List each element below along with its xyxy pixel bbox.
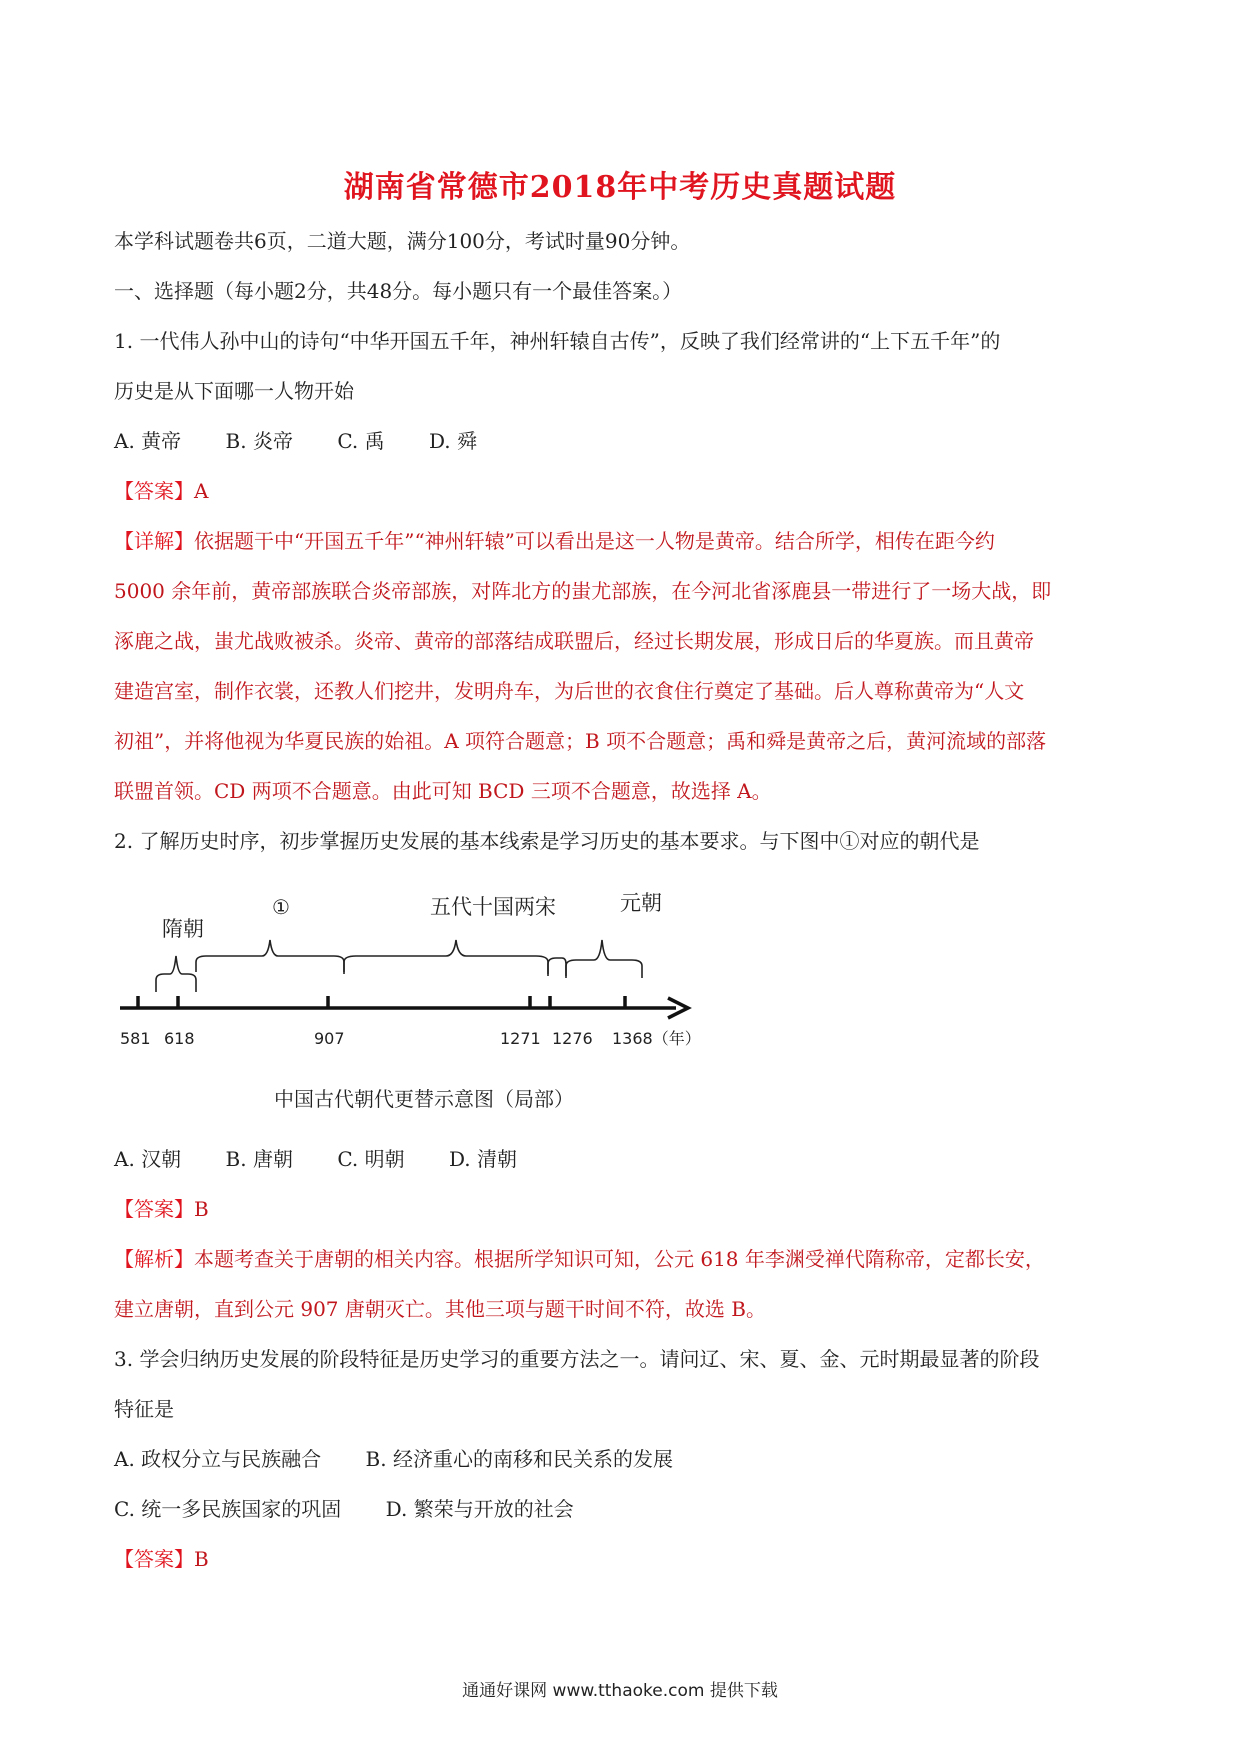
q3-option-b: B. 经济重心的南移和民关系的发展 bbox=[365, 1447, 673, 1471]
diagram-caption: 中国古代朝代更替示意图（局部） bbox=[274, 1087, 574, 1111]
year-1271: 1271 bbox=[500, 1029, 541, 1048]
brace-1 bbox=[196, 940, 344, 972]
q1-option-b: B. 炎帝 bbox=[225, 429, 293, 453]
year-581: 581 bbox=[120, 1029, 151, 1048]
q2-option-d: D. 清朝 bbox=[448, 1147, 518, 1171]
q2-stem: 2. 了解历史时序，初步掌握历史发展的基本线索是学习历史的基本要求。与下图中①对应的朝代是 bbox=[114, 829, 980, 853]
q1-options bbox=[114, 428, 515, 454]
q1-explain-line3: 涿鹿之战，蚩尤战败被杀。炎帝、黄帝的部落结成联盟后，经过长期发展，形成日后的华夏族。而且黄帝 bbox=[114, 629, 1034, 653]
q1-answer-tag: 【答案】 bbox=[114, 479, 194, 503]
label-five-dynasties-song: 五代十国两宋 bbox=[430, 895, 556, 919]
brace-overlap bbox=[548, 958, 566, 976]
q3-answer-tag: 【答案】 bbox=[114, 1547, 194, 1571]
label-yuan: 元朝 bbox=[620, 891, 662, 915]
q3-options-row2 bbox=[114, 1496, 612, 1522]
q1-explain-text: 依据题干中“开国五千年”“神州轩辕”可以看出是这一人物是黄帝。结合所学，相传在距今约 bbox=[194, 529, 995, 553]
q3-stem-line2: 特征是 bbox=[114, 1397, 174, 1421]
q1-answer-value: A bbox=[194, 479, 209, 503]
q2-explain-tag: 【解析】 bbox=[114, 1247, 194, 1271]
year-1276: 1276 bbox=[552, 1029, 593, 1048]
q3-option-a: A. 政权分立与民族融合 bbox=[114, 1447, 322, 1471]
brace-yuan bbox=[566, 940, 642, 978]
q2-options bbox=[114, 1146, 555, 1172]
q1-explain-line4: 建造宫室，制作衣裳，还教人们挖井，发明舟车，为后世的衣食住行奠定了基础。后人尊称黄帝为“人文 bbox=[114, 679, 1025, 703]
q3-option-d: D. 繁荣与开放的社会 bbox=[385, 1497, 574, 1521]
brace-sui bbox=[156, 956, 196, 992]
q3-stem-line1: 3. 学会归纳历史发展的阶段特征是历史学习的重要方法之一。请问辽、宋、夏、金、元时期最显著的阶段 bbox=[114, 1347, 1040, 1371]
page-title: 湖南省常德市2018年中考历史真题试题 bbox=[343, 170, 897, 205]
q1-explain-line5: 初祖”，并将他视为华夏民族的始祖。A 项符合题意；B 项不合题意；禹和舜是黄帝之后，黄河流域的部落 bbox=[114, 729, 1047, 753]
q1-explain-line1 bbox=[114, 528, 995, 554]
section-heading: 一、选择题（每小题2分，共48分。每小题只有一个最佳答案。） bbox=[114, 279, 683, 303]
page-footer: 通通好课网 www.tthaoke.com 提供下载 bbox=[462, 1681, 778, 1701]
q1-explain-line6: 联盟首领。CD 两项不合题意。由此可知 BCD 三项不合题意，故选择 A。 bbox=[114, 779, 772, 803]
dynasty-timeline-diagram bbox=[120, 880, 800, 1130]
q2-answer-tag: 【答案】 bbox=[114, 1197, 194, 1221]
year-907: 907 bbox=[314, 1029, 345, 1048]
year-618: 618 bbox=[164, 1029, 195, 1048]
label-sui: 隋朝 bbox=[162, 917, 204, 941]
q1-explain-tag: 【详解】 bbox=[114, 529, 194, 553]
q2-option-c: C. 明朝 bbox=[337, 1147, 405, 1171]
q1-explain-line2: 5000 余年前，黄帝部族联合炎帝部族，对阵北方的蚩尤部族，在今河北省涿鹿县一带进行了一场大战，即 bbox=[114, 579, 1052, 603]
q1-answer bbox=[114, 478, 208, 504]
exam-intro: 本学科试题卷共6页，二道大题，满分100分，考试时量90分钟。 bbox=[114, 229, 691, 253]
q2-explain-line1 bbox=[114, 1246, 1045, 1272]
q2-option-a: A. 汉朝 bbox=[114, 1147, 182, 1171]
q1-stem-line2: 历史是从下面哪一人物开始 bbox=[114, 379, 354, 403]
q2-answer-value: B bbox=[194, 1197, 209, 1221]
q3-answer-value: B bbox=[194, 1547, 209, 1571]
label-circle-1: ① bbox=[272, 895, 290, 919]
q2-explain-text: 本题考查关于唐朝的相关内容。根据所学知识可知，公元 618 年李渊受禅代隋称帝，定都长安， bbox=[194, 1247, 1045, 1271]
brace-five-song bbox=[344, 940, 548, 974]
q1-stem-line1: 1. 一代伟人孙中山的诗句“中华开国五千年，神州轩辕自古传”，反映了我们经常讲的“上下五千年”的 bbox=[114, 329, 1001, 353]
q1-option-d: D. 舜 bbox=[428, 429, 478, 453]
q3-option-c: C. 统一多民族国家的巩固 bbox=[114, 1497, 342, 1521]
year-1368: 1368（年） bbox=[612, 1029, 701, 1048]
q1-option-c: C. 禹 bbox=[337, 429, 385, 453]
q2-answer bbox=[114, 1196, 209, 1222]
q2-option-b: B. 唐朝 bbox=[225, 1147, 293, 1171]
q1-option-a: A. 黄帝 bbox=[114, 429, 182, 453]
q3-answer bbox=[114, 1546, 209, 1572]
q2-explain-line2: 建立唐朝，直到公元 907 唐朝灭亡。其他三项与题干时间不符，故选 B。 bbox=[114, 1297, 766, 1321]
q3-options-row1 bbox=[114, 1446, 711, 1472]
